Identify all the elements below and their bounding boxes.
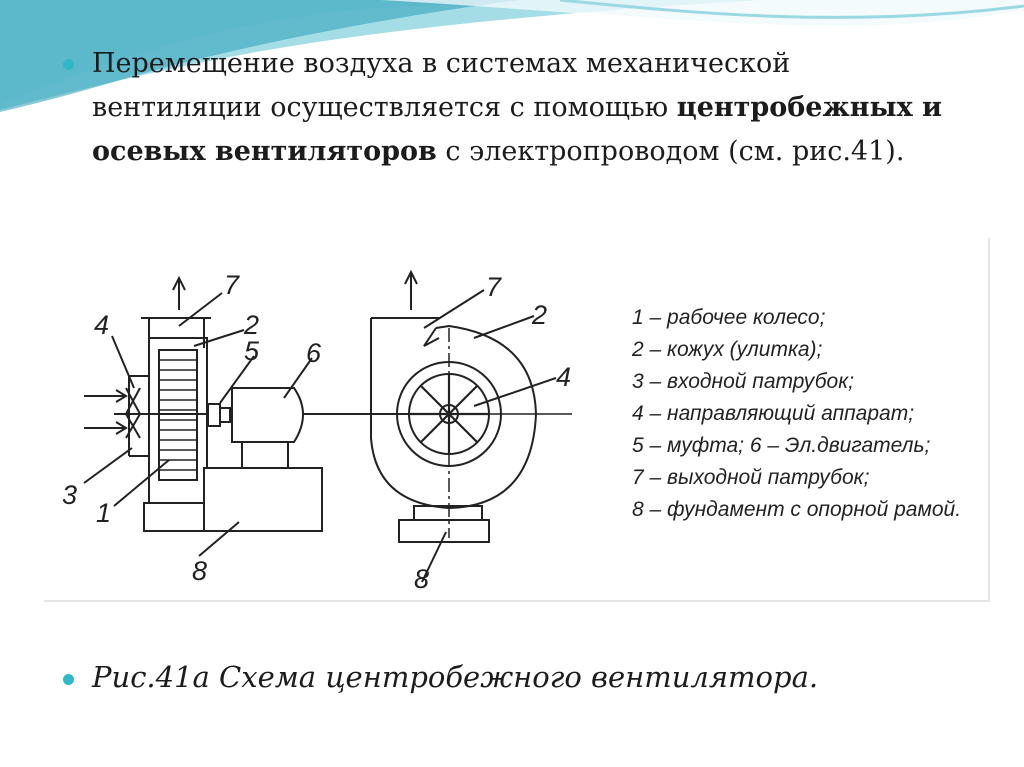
diagram-legend [631,306,961,521]
front-label-7: 7 [486,272,502,302]
legend-item-7: 8 – фундамент с опорной рамой. [632,498,962,521]
side-label-2: 2 [244,310,260,340]
side-label-1: 1 [96,498,112,528]
bullet-dot [63,59,74,70]
legend-item-4: 4 – направляющий аппарат; [632,402,915,425]
paragraph-text-2: с электропроводом (см. рис.41). [436,136,905,167]
side-label-7: 7 [224,270,240,300]
fan-diagram-figure [44,238,990,602]
side-label-3: 3 [62,480,78,510]
legend-item-3: 3 – входной патрубок; [632,370,854,393]
paragraph-text-1: Перемещение воздуха в системах механической вентиляции осуществляется с помощью [92,48,791,123]
legend-item-2: 2 – кожух (улитка); [632,338,823,361]
side-label-4: 4 [94,310,110,340]
fan-diagram-svg [44,238,988,600]
bullet-dot [63,674,74,685]
intro-paragraph [92,42,952,174]
side-label-6: 6 [306,338,322,368]
front-label-2: 2 [532,300,548,330]
front-label-4: 4 [556,362,572,392]
legend-item-1: 1 – рабочее колесо; [632,306,826,329]
side-label-8: 8 [192,556,208,586]
legend-item-5: 5 – муфта; 6 – Эл.двигатель; [632,434,931,457]
figure-caption: Рис.41а Схема центробежного вентилятора. [92,660,819,694]
legend-item-6: 7 – выходной патрубок; [632,466,870,489]
side-label-5: 5 [244,336,260,366]
front-label-8: 8 [414,564,430,594]
paragraph-bold-text: центробежных и осевых вентиляторов [92,92,943,167]
